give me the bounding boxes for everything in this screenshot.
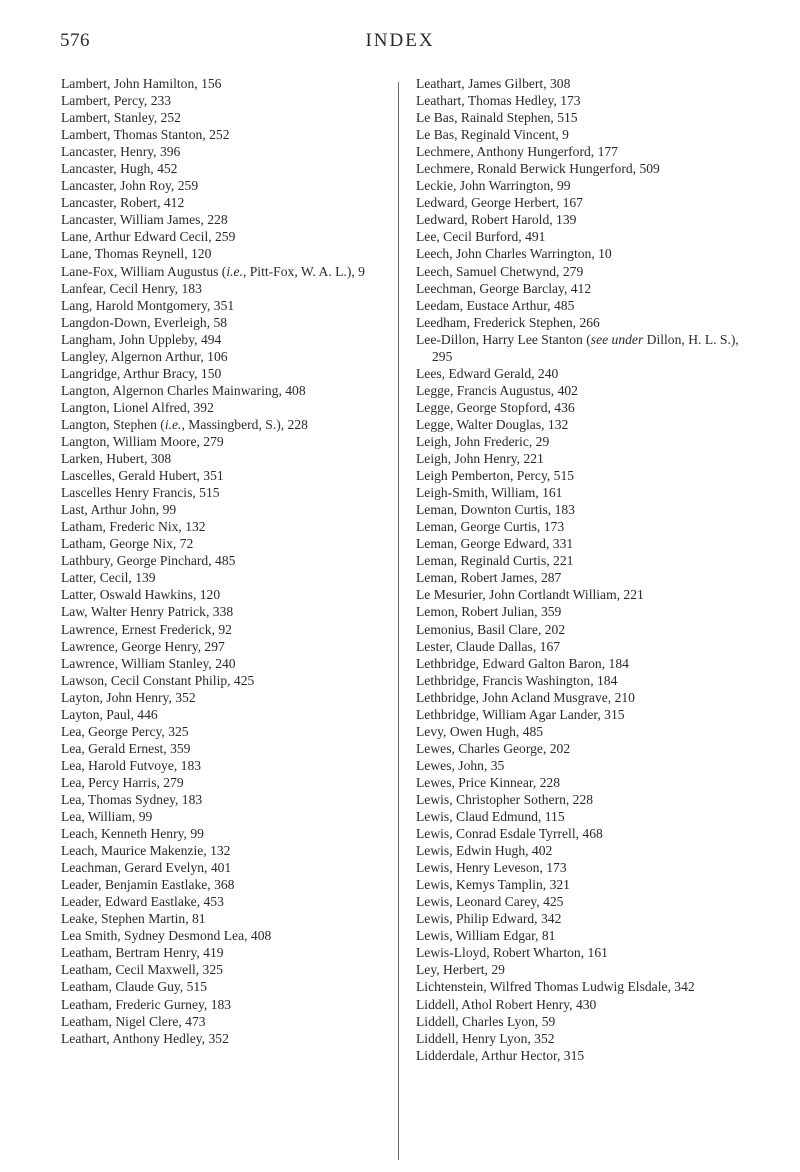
index-entry: Liddell, Henry Lyon, 352	[416, 1030, 555, 1046]
index-entry: Lethbridge, John Acland Musgrave, 210	[416, 689, 635, 705]
index-entry: Latter, Cecil, 139	[61, 570, 156, 586]
index-entry: Lewis, Edwin Hugh, 402	[416, 843, 553, 859]
index-entry: Lea, Gerald Ernest, 359	[61, 740, 191, 756]
index-entry: Lewis, Christopher Sothern, 228	[416, 791, 594, 807]
index-entry: Langdon-Down, Everleigh, 58	[61, 314, 228, 330]
index-entry: Lawrence, Ernest Frederick, 92	[61, 621, 232, 637]
index-entry: Lanfear, Cecil Henry, 183	[61, 280, 202, 296]
index-entry: Langridge, Arthur Bracy, 150	[61, 365, 222, 381]
index-entry: Lea, George Percy, 325	[61, 723, 189, 739]
index-entry: Langton, Algernon Charles Mainwaring, 408	[61, 382, 306, 398]
index-entry: Lascelles, Gerald Hubert, 351	[61, 468, 224, 484]
index-entry: Liddell, Charles Lyon, 59	[416, 1013, 556, 1029]
index-entry: Lawson, Cecil Constant Philip, 425	[61, 672, 255, 688]
index-entry: Larken, Hubert, 308	[61, 451, 172, 467]
index-entry: Layton, Paul, 446	[61, 706, 158, 722]
index-entry: Lambert, Percy, 233	[61, 93, 172, 109]
index-entry: Langham, John Uppleby, 494	[61, 331, 222, 347]
index-entry: Leathart, James Gilbert, 308	[416, 76, 571, 91]
index-entry: Lambert, John Hamilton, 156	[61, 76, 222, 91]
index-entry: Lewes, Charles George, 202	[416, 740, 571, 756]
index-entry: Last, Arthur John, 99	[61, 502, 177, 518]
index-entry: Legge, George Stopford, 436	[416, 399, 575, 415]
index-entry: Leader, Benjamin Eastlake, 368	[61, 877, 235, 893]
page-header	[0, 30, 800, 56]
index-entry: Lane-Fox, William Augustus (i.e., Pitt-Fox, W. A. L.), 9	[61, 263, 365, 279]
index-entry: Leman, Downton Curtis, 183	[416, 502, 575, 518]
index-entry: Lewis, William Edgar, 81	[416, 928, 556, 944]
index-entry: Lewis, Kemys Tamplin, 321	[416, 877, 570, 893]
index-entry: Leader, Edward Eastlake, 453	[61, 894, 224, 910]
index-entry: Legge, Walter Douglas, 132	[416, 416, 569, 432]
index-entry: Lewis, Claud Edmund, 115	[416, 809, 565, 825]
index-entry: Lethbridge, William Agar Lander, 315	[416, 706, 625, 722]
index-entry: Lambert, Stanley, 252	[61, 110, 181, 126]
index-entry: Lea, Harold Futvoye, 183	[61, 757, 202, 773]
index-entry: Leedam, Eustace Arthur, 485	[416, 297, 575, 313]
index-entry: Lea, Thomas Sydney, 183	[61, 791, 203, 807]
index-entry: Leigh, John Frederic, 29	[416, 433, 550, 449]
index-entry: Lethbridge, Edward Galton Baron, 184	[416, 655, 629, 671]
index-entry: Langton, William Moore, 279	[61, 433, 224, 449]
index-entry: Lees, Edward Gerald, 240	[416, 365, 559, 381]
index-entry: Leman, George Curtis, 173	[416, 519, 565, 535]
index-entry: Leman, Robert James, 287	[416, 570, 562, 586]
index-entry: Lewes, John, 35	[416, 757, 505, 773]
index-entry: Le Bas, Reginald Vincent, 9	[416, 127, 569, 143]
index-entry: Law, Walter Henry Patrick, 338	[61, 604, 234, 620]
index-entry: Langton, Lionel Alfred, 392	[61, 399, 214, 415]
index-entry: Latham, George Nix, 72	[61, 536, 194, 552]
index-entry: Lewis, Philip Edward, 342	[416, 911, 562, 927]
index-entry: Liddell, Athol Robert Henry, 430	[416, 996, 597, 1012]
index-entry: Lewis-Lloyd, Robert Wharton, 161	[416, 945, 608, 961]
index-entry: Layton, John Henry, 352	[61, 689, 196, 705]
index-entry: Leigh, John Henry, 221	[416, 451, 544, 467]
index-entry: Leathart, Thomas Hedley, 173	[416, 93, 581, 109]
index-entry: Lemon, Robert Julian, 359	[416, 604, 562, 620]
index-entry: Leach, Maurice Makenzie, 132	[61, 843, 231, 859]
index-entry: Lea, William, 99	[61, 809, 153, 825]
page-number: 576	[60, 30, 90, 51]
index-entry: Ledward, Robert Harold, 139	[416, 212, 577, 228]
index-entry: Lawrence, George Henry, 297	[61, 638, 225, 654]
index-entry: Lidderdale, Arthur Hector, 315	[416, 1047, 585, 1063]
index-entry: Lathbury, George Pinchard, 485	[61, 553, 236, 569]
index-entry: Latham, Frederic Nix, 132	[61, 519, 206, 535]
index-entry: Leatham, Claude Guy, 515	[61, 979, 207, 995]
index-entry: Leman, George Edward, 331	[416, 536, 574, 552]
index-entry: Lea Smith, Sydney Desmond Lea, 408	[61, 928, 272, 944]
index-entry: Lester, Claude Dallas, 167	[416, 638, 561, 654]
index-entry: Leachman, Gerard Evelyn, 401	[61, 860, 232, 876]
index-entry: Lea, Percy Harris, 279	[61, 774, 184, 790]
index-entry: Leatham, Cecil Maxwell, 325	[61, 962, 223, 978]
index-entry: Lane, Thomas Reynell, 120	[61, 246, 212, 262]
index-entry: Lechmere, Anthony Hungerford, 177	[416, 144, 618, 160]
index-entry: Leatham, Nigel Clere, 473	[61, 1013, 206, 1029]
index-entry: Lewis, Conrad Esdale Tyrrell, 468	[416, 826, 603, 842]
index-entry: Lancaster, William James, 228	[61, 212, 228, 228]
index-entry: Leman, Reginald Curtis, 221	[416, 553, 574, 569]
index-entry: Lancaster, Robert, 412	[61, 195, 185, 211]
index-entry: Le Mesurier, John Cortlandt William, 221	[416, 587, 644, 603]
index-entry: Lee-Dillon, Harry Lee Stanton (see under Dillon, H. L. S.), 295	[416, 331, 739, 364]
index-entry: Leigh-Smith, William, 161	[416, 485, 563, 501]
index-entry: Lang, Harold Montgomery, 351	[61, 297, 235, 313]
index-entry: Lemonius, Basil Clare, 202	[416, 621, 566, 637]
index-entry: Leathart, Anthony Hedley, 352	[61, 1030, 229, 1046]
index-entry: Leatham, Frederic Gurney, 183	[61, 996, 232, 1012]
column-divider	[398, 82, 399, 1160]
index-entry: Leckie, John Warrington, 99	[416, 178, 571, 194]
index-entry: Lancaster, Hugh, 452	[61, 161, 178, 177]
index-entry: Lancaster, John Roy, 259	[61, 178, 199, 194]
index-entry: Langley, Algernon Arthur, 106	[61, 348, 228, 364]
index-entry: Lewis, Leonard Carey, 425	[416, 894, 564, 910]
index-entry: Leake, Stephen Martin, 81	[61, 911, 206, 927]
page-title: INDEX	[365, 30, 435, 51]
index-entry: Ley, Herbert, 29	[416, 962, 505, 978]
index-entry: Latter, Oswald Hawkins, 120	[61, 587, 221, 603]
index-entry: Lewis, Henry Leveson, 173	[416, 860, 567, 876]
index-entry: Lane, Arthur Edward Cecil, 259	[61, 229, 236, 245]
index-entry: Leigh Pemberton, Percy, 515	[416, 468, 575, 484]
index-entry: Langton, Stephen (i.e., Massingberd, S.), 228	[61, 416, 308, 432]
index-entry: Lethbridge, Francis Washington, 184	[416, 672, 618, 688]
index-entry: Leechman, George Barclay, 412	[416, 280, 592, 296]
index-entry: Lancaster, Henry, 396	[61, 144, 181, 160]
index-entry: Leech, John Charles Warrington, 10	[416, 246, 612, 262]
index-entry: Lewes, Price Kinnear, 228	[416, 774, 561, 790]
index-entry: Leech, Samuel Chetwynd, 279	[416, 263, 584, 279]
index-entry: Lascelles Henry Francis, 515	[61, 485, 220, 501]
index-entry: Lawrence, William Stanley, 240	[61, 655, 236, 671]
index-entry: Le Bas, Rainald Stephen, 515	[416, 110, 578, 126]
index-entry: Leedham, Frederick Stephen, 266	[416, 314, 600, 330]
index-entry: Levy, Owen Hugh, 485	[416, 723, 544, 739]
index-entry: Leatham, Bertram Henry, 419	[61, 945, 224, 961]
index-entry: Ledward, George Herbert, 167	[416, 195, 583, 211]
index-entry: Legge, Francis Augustus, 402	[416, 382, 578, 398]
index-entry: Leach, Kenneth Henry, 99	[61, 826, 204, 842]
index-column-left	[61, 75, 386, 1047]
index-entry: Lichtenstein, Wilfred Thomas Ludwig Elsdale, 342	[416, 979, 695, 995]
index-entry: Lechmere, Ronald Berwick Hungerford, 509	[416, 161, 660, 177]
index-entry: Lee, Cecil Burford, 491	[416, 229, 546, 245]
index-column-right	[416, 75, 756, 1064]
index-entry: Lambert, Thomas Stanton, 252	[61, 127, 230, 143]
